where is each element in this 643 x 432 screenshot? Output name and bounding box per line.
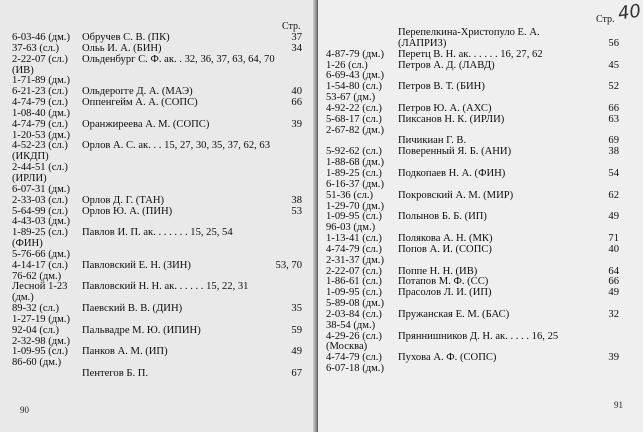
phone-code: 6-21-23 (сл.) [12, 86, 68, 98]
person-name: Ольденбург С. Ф. ак. . 32, 36, 37, 63, 64, 70 [82, 53, 275, 65]
phone-code: 4-92-22 (сл.) [326, 102, 382, 114]
phone-code: 2-31-37 (дм.) [326, 254, 384, 266]
phone-code: 1-08-40 (дм.) [12, 107, 70, 119]
person-name: Павловский Е. Н. (ЗИН) [82, 259, 191, 271]
page-refs: 66 [291, 97, 302, 109]
phone-code: 5-76-66 (дм.) [12, 248, 70, 260]
phone-code: 6-03-46 (дм.) [12, 32, 70, 43]
directory-entry [12, 228, 302, 239]
phone-code: 1-26 (сл.) [326, 59, 368, 71]
person-name: Петров В. Т. (БИН) [398, 81, 485, 93]
directory-entry [12, 141, 302, 152]
person-name: Пичикиан Г. В. [398, 135, 467, 147]
phone-code: 6-07-18 (дм.) [326, 363, 384, 375]
person-name: Орлов А. С. ак. . . 15, 27, 30, 35, 37, 62, 63 [82, 140, 271, 152]
directory-entry [326, 50, 619, 61]
phone-code: 1-54-80 (сл.) [326, 81, 382, 93]
page-header-str: Стр. [596, 14, 615, 25]
person-name: Пухова А. Ф. (СОПС) [398, 352, 497, 364]
person-name: Полякова А. Н. (МК) [398, 233, 493, 245]
directory-entry [326, 191, 619, 202]
directory-entry [326, 126, 619, 137]
page-refs: 32 [608, 308, 619, 320]
phone-code: 4-74-79 (сл.) [326, 352, 382, 364]
page-refs: 39 [291, 118, 302, 130]
directory-entry [12, 163, 302, 174]
person-name: Панков А. М. (ИП) [82, 346, 168, 358]
person-name: Потапов М. Ф. (СС) [398, 276, 489, 288]
person-name: Обручев С. В. (ПК) [82, 32, 170, 43]
phone-code: 1-09-95 (сл.) [12, 346, 68, 358]
phone-code: 2-03-84 (сл.) [326, 308, 382, 320]
phone-code: 1-29-70 (дм.) [326, 200, 384, 212]
page-refs: 37 [291, 32, 302, 43]
phone-code: 5-92-62 (сл.) [326, 146, 382, 158]
person-name: Пряннишников Д. Н. ак. . . . . 16, 25 [398, 330, 559, 342]
person-name: Пальвадре М. Ю. (ИПИН) [82, 324, 201, 336]
person-name: Петров А. Д. (ЛАВД) [398, 59, 495, 71]
person-name: Покровский А. М. (МИР) [398, 189, 514, 201]
page-refs: 40 [608, 243, 619, 255]
person-name: Орлов Д. Г. (ТАН) [82, 194, 165, 206]
person-name: Пентегов Б. П. [82, 368, 149, 380]
directory-entry [12, 282, 302, 293]
person-name: Перетц В. Н. ак. . . . . . 16, 27, 62 [398, 48, 543, 60]
phone-code: 5-64-99 (сл.) [12, 205, 68, 217]
phone-code: 5-89-08 (дм.) [326, 298, 384, 310]
page-refs: 49 [608, 287, 619, 299]
directory-entry [12, 55, 302, 66]
directory-entry [12, 326, 302, 337]
phone-code: 4-29-26 (сл.) [326, 330, 382, 342]
directory-entry [12, 261, 302, 272]
directory-entry [326, 256, 619, 267]
phone-code: 1-09-95 (сл.) [326, 211, 382, 223]
phone-code: 51-36 (сл.) [326, 189, 374, 201]
phone-code: 38-54 (дм.) [326, 319, 376, 331]
phone-code: 4-87-79 (дм.) [326, 48, 384, 60]
page-refs: 69 [608, 135, 619, 147]
page-refs: 64 [608, 265, 619, 277]
page-refs: 66 [608, 276, 619, 288]
person-name: Пиксанов Н. К. (ИРЛИ) [398, 113, 505, 125]
person-name: Прасолов Л. И. (ИП) [398, 287, 492, 299]
phone-code: 2-22-07 (сл.) [12, 53, 68, 65]
left-page [0, 0, 316, 432]
phone-code: (Москва) [326, 341, 368, 353]
page-refs: 40 [291, 86, 302, 98]
directory-entry [326, 332, 619, 343]
person-name: (ЛАПРИЗ) [398, 37, 447, 49]
phone-code: 1-13-41 (сл.) [326, 233, 382, 245]
phone-code: 4-74-79 (сл.) [12, 118, 68, 130]
handwritten-mark: 40 [616, 0, 643, 25]
page-refs: 38 [291, 194, 302, 206]
person-name: Орлов Ю. А. (ПИН) [82, 205, 173, 217]
page-refs: 52 [608, 81, 619, 93]
phone-code: 1-27-19 (дм.) [12, 313, 70, 325]
phone-code: 6-07-31 (дм.) [12, 183, 70, 195]
phone-code: 2-67-82 (дм.) [326, 124, 384, 136]
person-name: Оппенгейм А. А. (СОПС) [82, 97, 198, 109]
page-refs: 49 [608, 211, 619, 223]
phone-code: 1-89-25 (сл.) [326, 167, 382, 179]
page-refs: 39 [608, 352, 619, 364]
page-refs: 35 [291, 303, 302, 315]
page-number: 90 [20, 405, 29, 415]
page-refs: 63 [608, 113, 619, 125]
page-refs: 53, 70 [275, 259, 302, 271]
directory-list [326, 28, 619, 375]
phone-code: (ИВ) [12, 64, 34, 76]
page-refs: 53 [291, 205, 302, 217]
person-name: Подкопаев Н. А. (ФИН) [398, 167, 506, 179]
person-name: Оранжиреева А. М. (СОПС) [82, 118, 210, 130]
person-name: Ольдерогге Д. А. (МАЭ) [82, 86, 193, 98]
person-name: Полынов Б. Б. (ИП) [398, 211, 487, 223]
phone-code: 2-33-03 (сл.) [12, 194, 68, 206]
phone-code: 76-62 (дм.) [12, 270, 62, 282]
phone-code: 5-68-17 (сл.) [326, 113, 382, 125]
person-name: Пружанская Е. М. (БАС) [398, 308, 510, 320]
phone-code: 2-44-51 (сл.) [12, 162, 68, 174]
phone-code: 37-63 (сл.) [12, 42, 60, 54]
phone-code: 6-16-37 (дм.) [326, 178, 384, 190]
right-page [318, 0, 643, 432]
phone-code: 1-88-68 (дм.) [326, 157, 384, 169]
phone-code: (дм.) [12, 292, 34, 304]
directory-entry [12, 120, 302, 131]
phone-code: 1-71-89 (дм.) [12, 75, 70, 87]
phone-code: 2-32-98 (дм.) [12, 335, 70, 347]
directory-entry [12, 358, 302, 369]
phone-code: 4-74-79 (сл.) [326, 243, 382, 255]
person-name: Ольь И. А. (БИН) [82, 42, 162, 54]
phone-code: 1-86-61 (сл.) [326, 276, 382, 288]
page-refs: 62 [608, 189, 619, 201]
person-name: Павловский Н. Н. ак. . . . . . 15, 22, 31 [82, 281, 249, 293]
directory-entry [12, 196, 302, 207]
page-refs: 34 [291, 42, 302, 54]
phone-code: 96-03 (дм.) [326, 222, 376, 234]
phone-code: 1-89-25 (сл.) [12, 227, 68, 239]
person-name: Павлов И. П. ак. . . . . . . 15, 25, 54 [82, 227, 233, 239]
phone-code: 4-43-03 (дм.) [12, 216, 70, 228]
person-name: Поппе Н. Н. (ИВ) [398, 265, 478, 277]
phone-code: (ИРЛИ) [12, 172, 47, 184]
directory-entry [326, 364, 619, 375]
page-refs: 54 [608, 167, 619, 179]
page-refs: 71 [608, 233, 619, 245]
person-name: Попов А. И. (СОПС) [398, 243, 492, 255]
directory-list [12, 33, 302, 380]
phone-code: 4-14-17 (сл.) [12, 259, 68, 271]
phone-code: (ИКДП) [12, 151, 49, 163]
phone-code: (ФИН) [12, 238, 43, 250]
phone-code: 1-20-53 (дм.) [12, 129, 70, 141]
page-refs: 56 [608, 37, 619, 49]
phone-code: 4-74-79 (сл.) [12, 97, 68, 109]
phone-code: 89-32 (сл.) [12, 303, 60, 315]
phone-code: 4-52-23 (сл.) [12, 140, 68, 152]
person-name: Петров Ю. А. (АХС) [398, 102, 492, 114]
directory-entry [12, 369, 302, 380]
phone-code: 1-09-95 (сл.) [326, 287, 382, 299]
page-refs: 67 [291, 368, 302, 380]
phone-code: 6-69-43 (дм.) [326, 70, 384, 82]
directory-entry [326, 321, 619, 332]
person-name: Поверенный Я. Б. (АНИ) [398, 146, 512, 158]
page-number: 91 [614, 400, 623, 410]
phone-code: Лесной 1-23 [12, 281, 68, 293]
page-refs: 59 [291, 324, 302, 336]
directory-entry [326, 28, 619, 39]
person-name: Паевский В. В. (ДИН) [82, 303, 183, 315]
page-refs: 49 [291, 346, 302, 358]
page-refs: 45 [608, 59, 619, 71]
person-name: Перепелкина-Христопуло Е. А. [398, 27, 540, 38]
phone-code: 53-67 (дм.) [326, 92, 376, 104]
phone-code: 2-22-07 (сл.) [326, 265, 382, 277]
directory-entry [326, 115, 619, 126]
phone-code: 92-04 (сл.) [12, 324, 60, 336]
page-refs: 66 [608, 102, 619, 114]
page-header-str: Стр. [282, 21, 301, 32]
page-refs: 38 [608, 146, 619, 158]
phone-code: 86-60 (дм.) [12, 357, 62, 369]
